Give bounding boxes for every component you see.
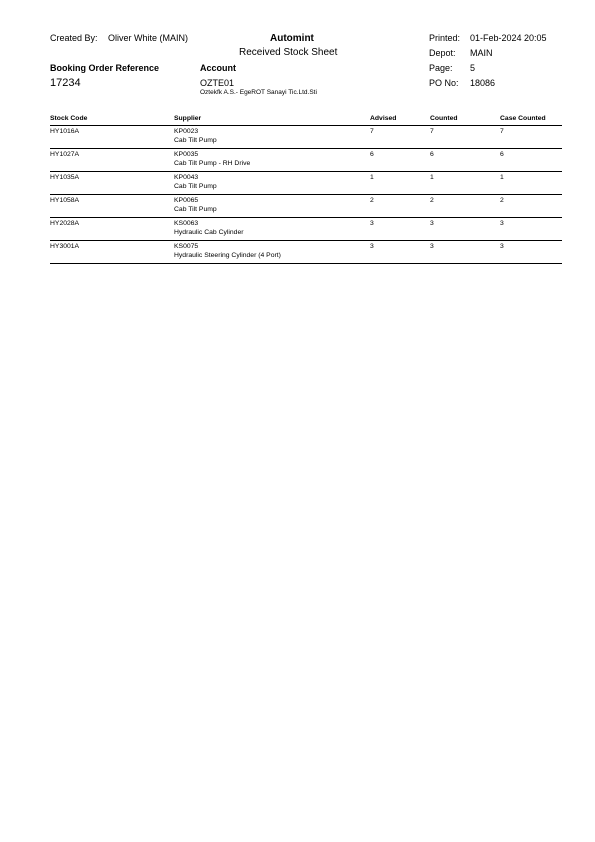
table-row	[50, 218, 562, 241]
counted-qty: 1	[430, 174, 434, 181]
supplier-code: KP0043	[174, 174, 199, 181]
item-description: Hydraulic Cab Cylinder	[174, 229, 244, 236]
table-row	[50, 149, 562, 172]
account-code: OZTE01	[200, 78, 235, 88]
stock-code: HY3001A	[50, 243, 80, 250]
supplier-code: KS0063	[174, 220, 199, 227]
page-label: Page:	[429, 63, 453, 73]
col-advised: Advised	[370, 115, 397, 122]
counted-qty: 7	[430, 128, 434, 135]
created-by-label: Created By:	[50, 33, 98, 43]
counted-qty: 3	[430, 220, 434, 227]
advised-qty: 3	[370, 243, 374, 250]
page-value: 5	[470, 63, 476, 73]
page-title: Received Stock Sheet	[239, 47, 338, 58]
advised-qty: 2	[370, 197, 374, 204]
supplier-code: KS0075	[174, 243, 199, 250]
case-counted-qty: 6	[500, 151, 504, 158]
stock-code: HY1035A	[50, 174, 80, 181]
table-body	[50, 126, 562, 264]
case-counted-qty: 2	[500, 197, 504, 204]
supplier-code: KP0065	[174, 197, 199, 204]
advised-qty: 7	[370, 128, 374, 135]
col-supplier: Supplier	[174, 115, 202, 122]
stock-code: HY1058A	[50, 197, 80, 204]
advised-qty: 1	[370, 174, 374, 181]
stock-code: HY1027A	[50, 151, 80, 158]
case-counted-qty: 7	[500, 128, 504, 135]
item-description: Cab Tilt Pump	[174, 137, 217, 144]
booking-ref-label: Booking Order Reference	[50, 63, 160, 73]
counted-qty: 6	[430, 151, 434, 158]
counted-qty: 2	[430, 197, 434, 204]
counted-qty: 3	[430, 243, 434, 250]
item-description: Cab Tilt Pump	[174, 206, 217, 213]
item-description: Hydraulic Steering Cylinder (4 Port)	[174, 252, 281, 259]
advised-qty: 3	[370, 220, 374, 227]
table-header	[50, 115, 562, 126]
created-by-value: Oliver White (MAIN)	[108, 33, 189, 43]
stock-code: HY1016A	[50, 128, 80, 135]
account-name: Oztekfk A.S.- EgeROT Sanayi Tic.Ltd.Sti	[200, 89, 317, 96]
case-counted-qty: 1	[500, 174, 504, 181]
depot-value: MAIN	[470, 48, 493, 58]
case-counted-qty: 3	[500, 220, 504, 227]
table-row	[50, 172, 562, 195]
case-counted-qty: 3	[500, 243, 504, 250]
po-label: PO No:	[429, 78, 459, 88]
supplier-code: KP0023	[174, 128, 199, 135]
col-stock-code: Stock Code	[50, 115, 88, 122]
po-value: 18086	[470, 78, 496, 88]
stock-code: HY2028A	[50, 220, 80, 227]
printed-value: 01-Feb-2024 20:05	[470, 33, 547, 43]
col-case-counted: Case Counted	[500, 115, 546, 122]
supplier-code: KP0035	[174, 151, 199, 158]
table-row	[50, 241, 562, 264]
advised-qty: 6	[370, 151, 374, 158]
table-row	[50, 195, 562, 218]
booking-ref-value: 17234	[50, 77, 81, 89]
printed-label: Printed:	[429, 33, 461, 43]
table-row	[50, 126, 562, 149]
account-label: Account	[200, 63, 236, 73]
col-counted: Counted	[430, 115, 458, 122]
item-description: Cab Tilt Pump - RH Drive	[174, 160, 251, 167]
depot-label: Depot:	[429, 48, 456, 58]
item-description: Cab Tilt Pump	[174, 183, 217, 190]
company-name: Automint	[270, 33, 314, 44]
